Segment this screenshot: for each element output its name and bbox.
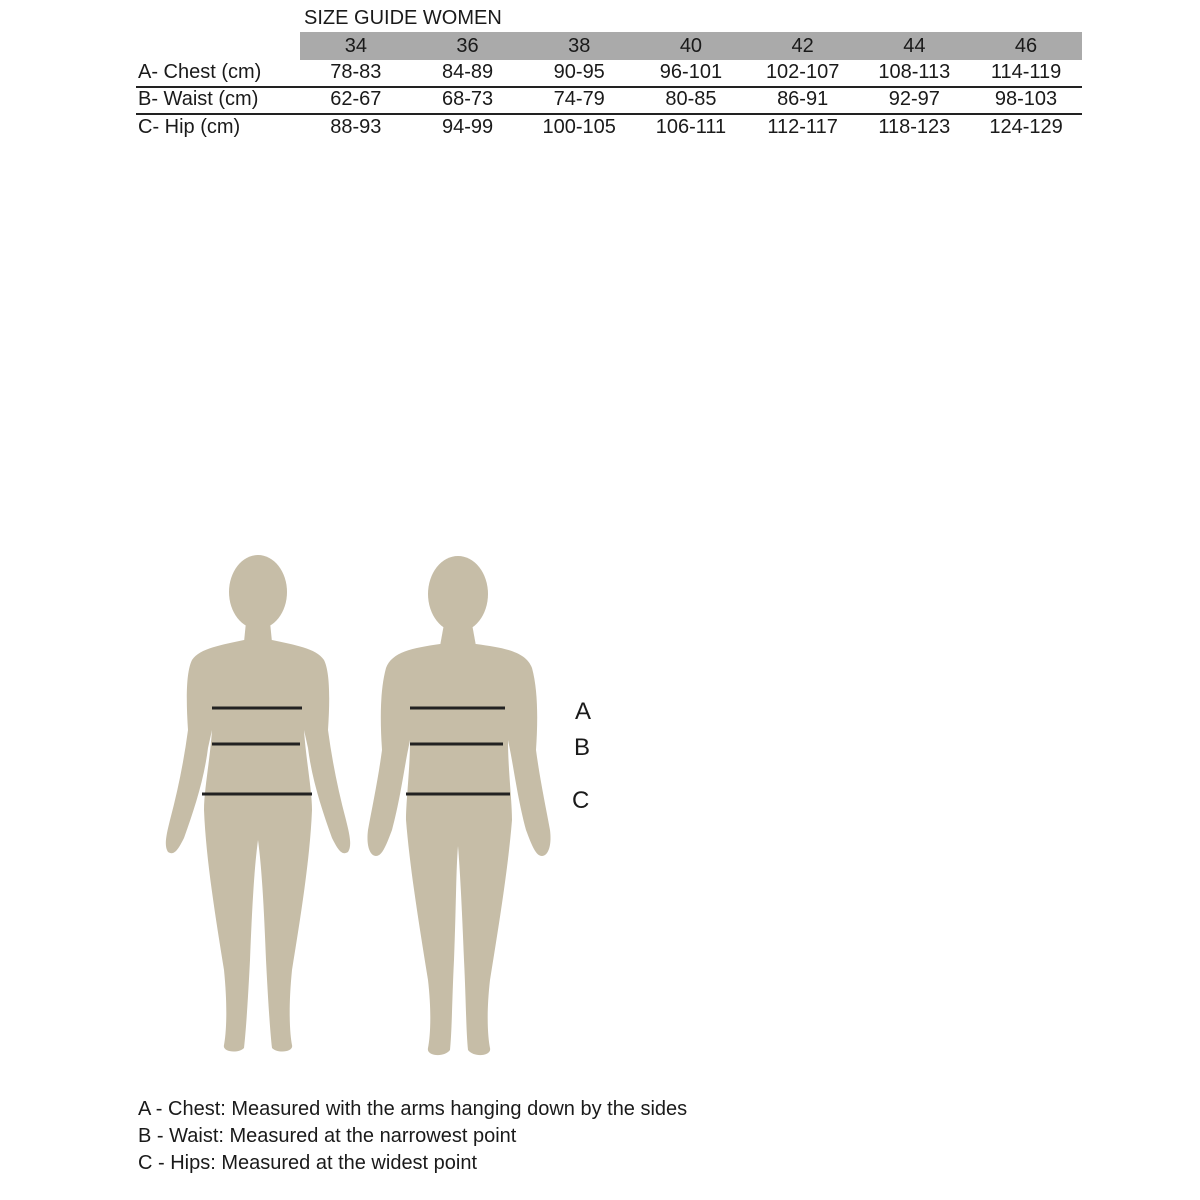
table-cell: 86-91 [777, 88, 829, 110]
size-header-cell: 40 [679, 35, 703, 57]
table-cell: 100-105 [542, 116, 616, 138]
table-row-waist [136, 86, 1082, 113]
size-header-cell: 42 [791, 35, 814, 57]
measurement-legend [138, 1096, 687, 1177]
table-cell: 118-123 [878, 116, 951, 138]
table-cell: 88-93 [330, 116, 382, 138]
table-cell: 124-129 [989, 116, 1063, 138]
size-guide-title: SIZE GUIDE WOMEN [304, 7, 502, 29]
size-header-cell: 44 [903, 35, 926, 57]
table-row-chest [136, 59, 1082, 86]
table-cell: 62-67 [330, 88, 382, 110]
size-header-cell: 46 [1014, 35, 1038, 57]
row-label: C- Hip (cm) [138, 116, 241, 138]
table-cell: 68-73 [441, 88, 494, 110]
legend-hips: C - Hips: Measured at the widest point [138, 1152, 478, 1174]
table-cell: 74-79 [553, 88, 605, 110]
measure-label-b: B [574, 734, 591, 761]
row-label: B- Waist (cm) [138, 88, 259, 110]
table-cell: 106-111 [655, 116, 727, 138]
measure-label-a: A [575, 698, 592, 725]
size-header-row [300, 32, 1082, 60]
legend-waist: B - Waist: Measured at the narrowest point [138, 1125, 517, 1147]
table-cell: 114-119 [990, 61, 1062, 83]
table-cell: 112-117 [767, 116, 838, 138]
body-measurement-figures [160, 550, 560, 1070]
table-cell: 90-95 [553, 61, 605, 83]
legend-chest: A - Chest: Measured with the arms hanging down by the sides [138, 1098, 688, 1120]
table-cell: 84-89 [441, 61, 494, 83]
table-cell: 94-99 [441, 116, 494, 138]
table-cell: 80-85 [665, 88, 717, 110]
size-header-cell: 38 [568, 35, 591, 57]
measure-label-c: C [572, 787, 590, 814]
male-figure [367, 556, 550, 1055]
size-header-cell: 36 [456, 35, 479, 57]
row-label: A- Chest (cm) [138, 61, 262, 83]
table-cell: 98-103 [994, 88, 1058, 110]
table-row-hip [136, 114, 1082, 141]
table-cell: 92-97 [888, 88, 940, 110]
table-cell: 78-83 [330, 61, 382, 83]
female-figure [166, 555, 350, 1052]
table-cell: 108-113 [878, 61, 951, 83]
size-header-cell: 34 [344, 35, 367, 57]
table-cell: 96-101 [659, 61, 723, 83]
table-cell: 102-107 [765, 61, 840, 83]
